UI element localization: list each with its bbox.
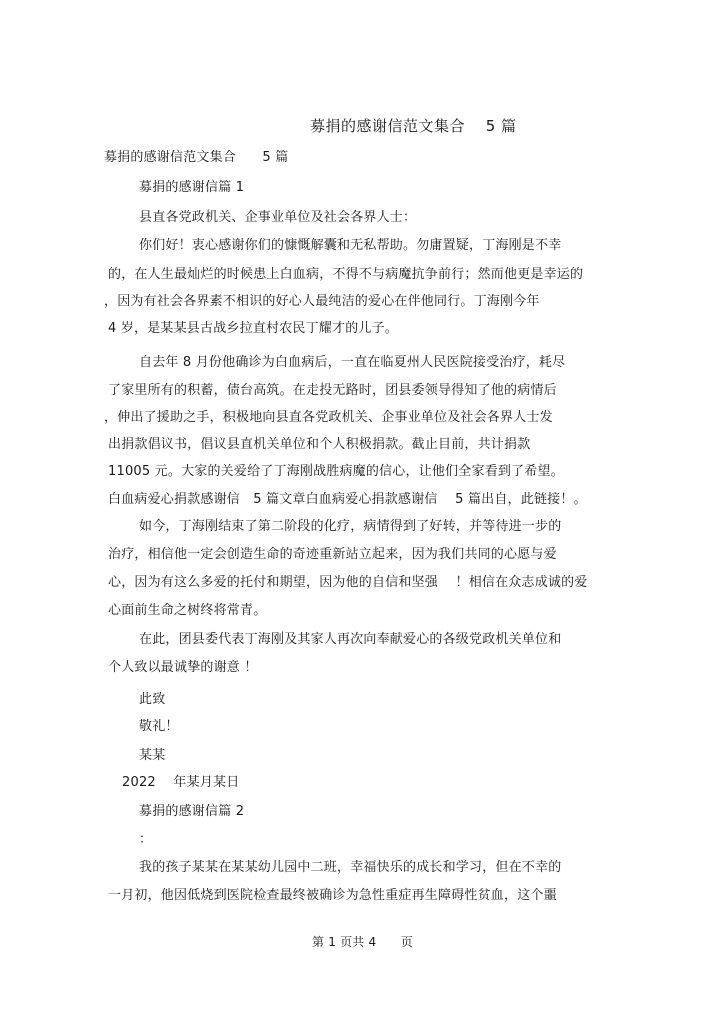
letter2-heading: 募捐的感谢信篇 2 (139, 804, 245, 819)
letter1-line: 白血病爱心捐款感谢信 5 篇文章白血病爱心捐款感谢信 5 篇出自，此链接！。 (108, 492, 587, 507)
letter1-heading: 募捐的感谢信篇 1 (139, 180, 245, 195)
letter1-line: ，伸出了援助之手，积极地向县直各党政机关、企事业单位及社会各界人士发 (104, 410, 553, 425)
letter1-line: 自去年 8 月份他确诊为白血病后，一直在临夏州人民医院接受治疗，耗尽 (139, 355, 566, 370)
letter1-line: 你们好！衷心感谢你们的慷慨解囊和无私帮助。勿庸置疑，丁海刚是不幸 (139, 238, 562, 253)
letter1-line: 个人致以最诚挚的谢意 ！ (108, 660, 258, 675)
letter1-line: 心面前生命之树终将常青。 (108, 603, 267, 618)
letter1-line: 心，因为有这么多爱的托付和期望，因为他的自信和坚强 ！相信在众志成诚的爱 (108, 575, 588, 590)
page-footer: 第 1 页共 4 页 (312, 935, 413, 949)
letter1-line: 治疗，相信他一定会创造生命的奇迹重新站立起来，因为我们共同的心愿与爱 (108, 547, 557, 562)
letter1-line: 了家里所有的积蓄，债台高筑。在走投无路时，团县委领导得知了他的病情后 (108, 383, 557, 398)
letter2-salutation: ： (139, 832, 153, 847)
letter1-line: 11005 元。大家的关爱给了丁海刚战胜病魔的信心，让他们全家看到了希望。 (108, 464, 564, 479)
letter1-salutation: 县直各党政机关、企事业单位及社会各界人士： (139, 210, 417, 225)
letter1-line: ，因为有社会各界素不相识的好心人最纯洁的爱心在伴他同行。丁海刚今年 (104, 294, 540, 309)
letter1-closing: 此致 (139, 692, 166, 707)
letter1-line: 4 岁，是某某县古战乡拉直村农民丁耀才的儿子。 (108, 321, 399, 336)
letter1-regards: 敬礼！ (139, 719, 179, 734)
letter2-line: 我的孩子某某在某某幼儿园中二班，幸福快乐的成长和学习，但在不幸的 (139, 860, 562, 875)
letter1-signer: 某某 (139, 748, 166, 763)
letter1-line: 出捐款倡议书，倡议县直机关单位和个人积极捐款。截止目前，共计捐款 (108, 437, 531, 452)
letter1-date: 2022 年某月某日 (122, 775, 240, 790)
letter1-line: 如今，丁海刚结束了第二阶段的化疗，病情得到了好转，并等待进一步的 (139, 519, 562, 534)
page-title: 募捐的感谢信范文集合 5 篇 (310, 117, 517, 135)
letter2-line: 一月初，他因低烧到医院检查最终被确诊为急性重症再生障碍性贫血，这个噩 (108, 888, 557, 903)
document-subtitle: 募捐的感谢信范文集合 5 篇 (104, 150, 289, 165)
letter1-line: 的，在人生最灿烂的时候患上白血病，不得不与病魔抗争前行；然而他更是幸运的 (108, 267, 584, 282)
letter1-line: 在此，团县委代表丁海刚及其家人再次向奉献爱心的各级党政机关单位和 (139, 632, 562, 647)
